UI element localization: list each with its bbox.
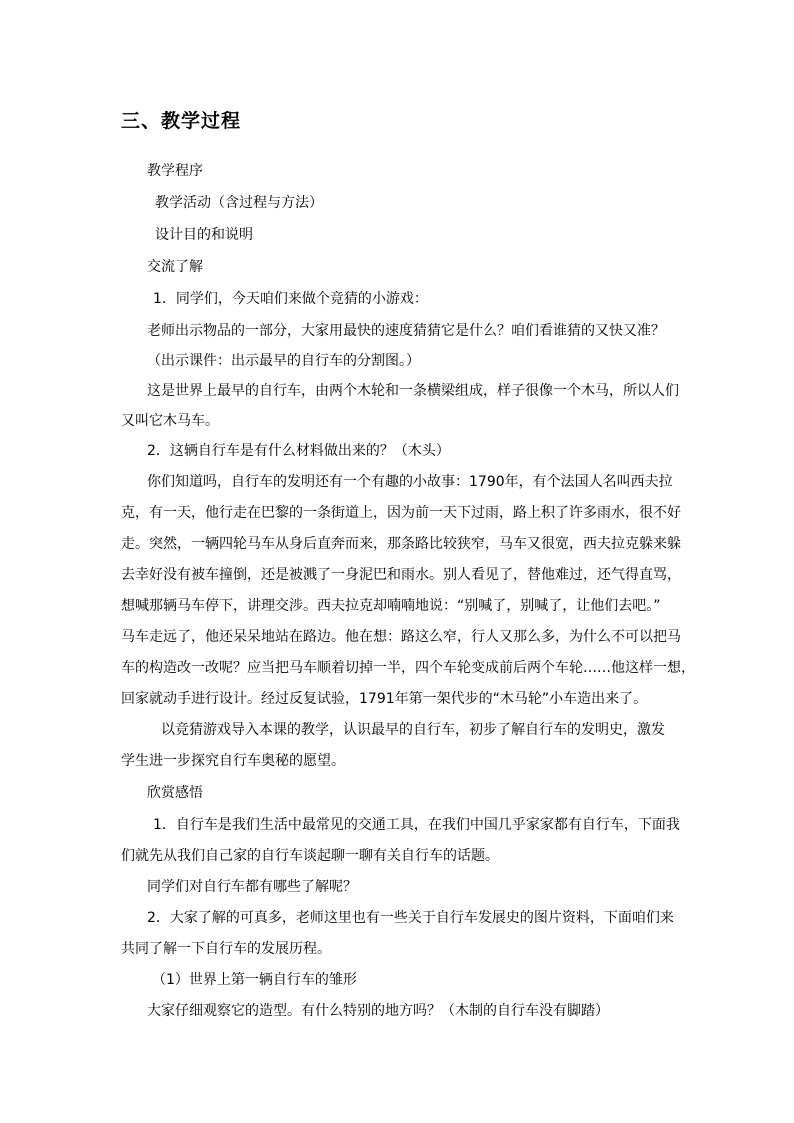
paragraph-line: 1．同学们，今天咱们来做个竞猜的小游戏： [153, 291, 428, 307]
paragraph-line: 1．自行车是我们生活中最常见的交通工具，在我们中国几乎家家都有自行车，下面我 [153, 817, 680, 833]
paragraph-line: （出示课件：出示最早的自行车的分割图。） [147, 353, 420, 369]
paragraph-line: 克，有一天，他行走在巴黎的一条街道上，因为前一天下过雨，路上积了许多雨水，很不好 [121, 505, 681, 521]
paragraph-line: 回家就动手进行设计。经过反复试验，1791年第一架代步的“木马轮”小车造出来了。 [121, 691, 648, 707]
paragraph-line: 2．这辆自行车是有什么材料做出来的？（木头） [147, 443, 450, 459]
paragraph-line: 老师出示物品的一部分，大家用最快的速度猜猜它是什么？咱们看谁猜的又快又准？ [147, 323, 665, 339]
paragraph-line: 想喊那辆马车停下，讲理交涉。西夫拉克却喃喃地说：“别喊了，别喊了，让他们去吧。” [121, 598, 661, 614]
paragraph-line: 又叫它木马车。 [121, 413, 219, 429]
paragraph-line: 这是世界上最早的自行车，由两个木轮和一条横梁组成，样子很像一个木马，所以人们 [147, 383, 679, 399]
paragraph-line: 马车走远了，他还呆呆地站在路边。他在想：路这么窄，行人又那么多，为什么不可以把马 [121, 629, 681, 645]
paragraph-line: 欣赏感悟 [147, 785, 203, 801]
paragraph-line: （1）世界上第一辆自行车的雏形 [152, 972, 357, 988]
paragraph-line: 们就先从我们自己家的自行车谈起聊一聊有关自行车的话题。 [121, 848, 499, 864]
paragraph-line: 车的构造改一改呢？应当把马车顺着切掉一半，四个车轮变成前后两个车轮……他这样一想， [121, 660, 695, 676]
paragraph-line: 你们知道吗，自行车的发明还有一个有趣的小故事：1790年，有个法国人名叫西夫拉 [147, 474, 673, 490]
paragraph-line: 走。突然，一辆四轮马车从身后直奔而来，那条路比较狭窄，马车又很宽，西夫拉克躲来躲 [121, 536, 681, 552]
paragraph-line: 去幸好没有被车撞倒，还是被溅了一身泥巴和雨水。别人看见了，替他难过，还气得直骂， [121, 567, 681, 583]
paragraph-line: 共同了解一下自行车的发展历程。 [121, 941, 331, 957]
paragraph-line: 2．大家了解的可真多，老师这里也有一些关于自行车发展史的图片资料，下面咱们来 [147, 910, 674, 926]
paragraph-line: 学生进一步探究自行车奥秘的愿望。 [121, 753, 345, 769]
paragraph-line: 交流了解 [147, 259, 203, 275]
paragraph-line: 大家仔细观察它的造型。有什么特别的地方吗？（木制的自行车没有脚踏） [147, 1003, 609, 1019]
section-heading: 三、教学过程 [121, 110, 242, 132]
paragraph-line: 教学程序 [147, 163, 203, 179]
paragraph-line: 设计目的和说明 [155, 227, 253, 243]
paragraph-line: 同学们对自行车都有哪些了解呢？ [147, 879, 357, 895]
paragraph-line: 教学活动（含过程与方法） [155, 195, 323, 211]
paragraph-line: 以竞猜游戏导入本课的教学，认识最早的自行车，初步了解自行车的发明史，激发 [161, 722, 665, 738]
